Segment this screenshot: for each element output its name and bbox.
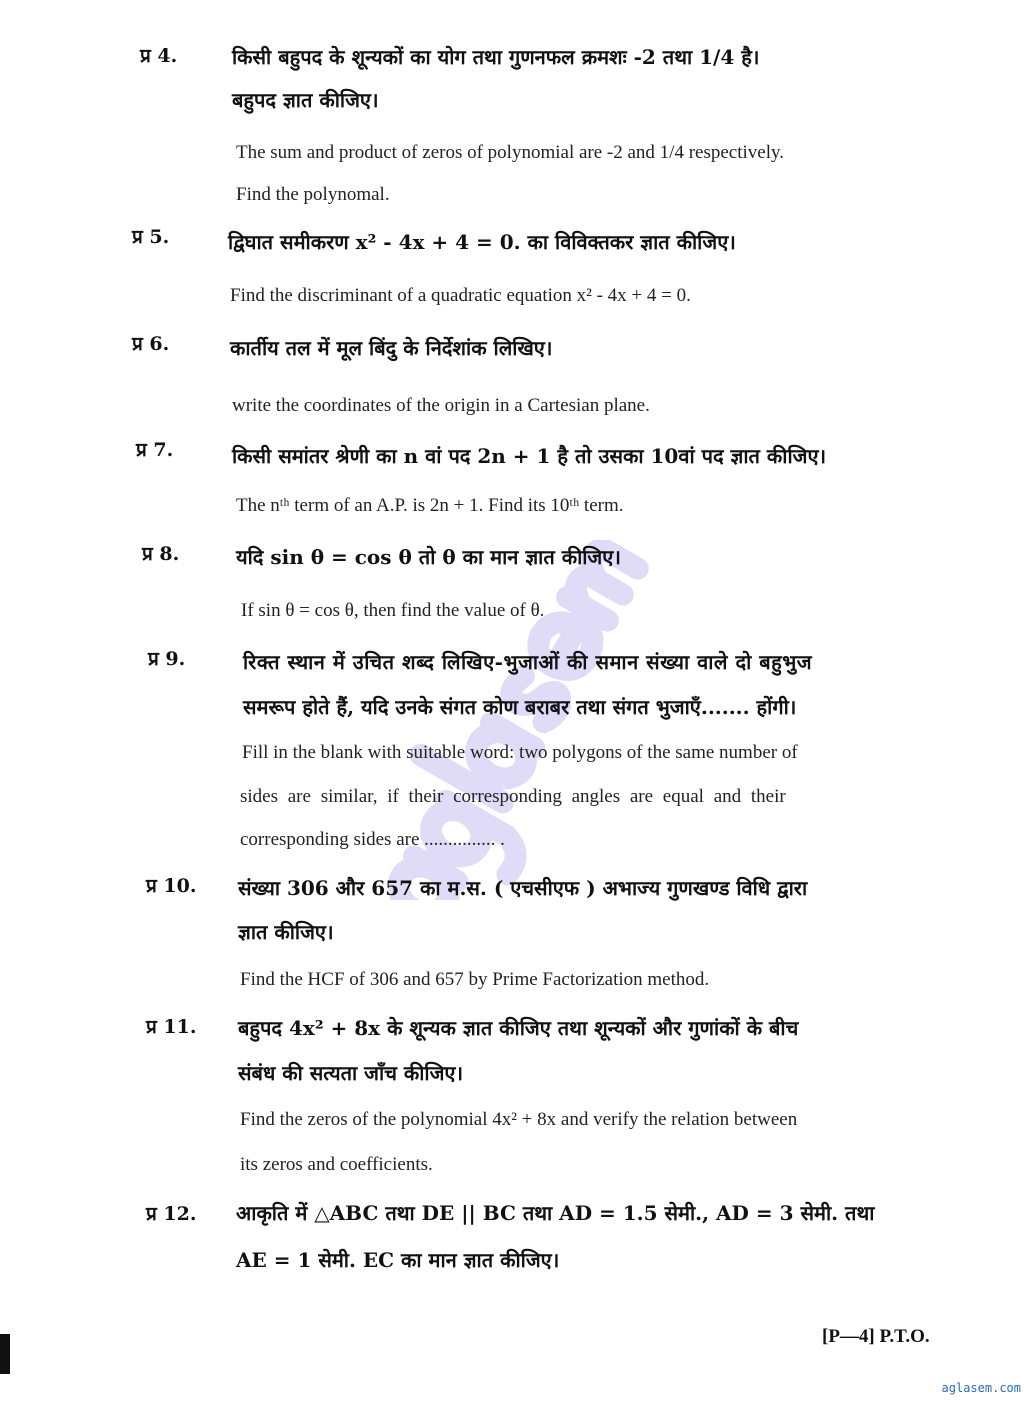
- question-text-hindi: AE = 1 सेमी. EC का मान ज्ञात कीजिए।: [236, 1248, 560, 1272]
- question-text-english: Fill in the blank with suitable word: two polygons of the same number of: [242, 742, 798, 763]
- question-text-english: Find the HCF of 306 and 657 by Prime Factorization method.: [240, 969, 710, 990]
- question-text-hindi: आकृति में △ABC तथा DE || BC तथा AD = 1.5 सेमी., AD = 3 सेमी. तथा: [236, 1201, 875, 1225]
- scan-edge-mark: [0, 1334, 10, 1374]
- question-number: प्र 6.: [132, 333, 170, 355]
- question-number: प्र 9.: [148, 648, 186, 670]
- question-text-hindi: संख्या 306 और 657 का म.स. ( एचसीएफ ) अभाज्य गुणखण्ड विधि द्वारा: [238, 876, 808, 900]
- question-text-hindi: यदि sin θ = cos θ तो θ का मान ज्ञात कीजिए।: [236, 545, 621, 569]
- question-text-hindi: कार्तीय तल में मूल बिंदु के निर्देशांक लिखिए।: [230, 336, 553, 360]
- question-text-hindi: समरूप होते हैं, यदि उनके संगत कोण बराबर तथा संगत भुजाएँ....... होंगी।: [243, 695, 797, 719]
- question-text-english: The sum and product of zeros of polynomial are -2 and 1/4 respectively.: [236, 142, 785, 163]
- question-text-english: Find the zeros of the polynomial 4x² + 8x and verify the relation between: [240, 1109, 798, 1130]
- site-url: aglasem.com: [941, 1381, 1021, 1395]
- question-text-hindi: किसी बहुपद के शून्यकों का योग तथा गुणनफल क्रमशः -2 तथा 1/4 है।: [232, 45, 760, 69]
- question-number: प्र 8.: [142, 543, 180, 565]
- question-text-english: corresponding sides are ............... .: [240, 829, 505, 850]
- question-number: प्र 5.: [132, 226, 170, 248]
- question-text-english: The nᵗʰ term of an A.P. is 2n + 1. Find its 10ᵗʰ term.: [236, 495, 624, 516]
- question-text-hindi: बहुपद ज्ञात कीजिए।: [232, 88, 379, 112]
- question-text-hindi: किसी समांतर श्रेणी का n वां पद 2n + 1 है तो उसका 10वां पद ज्ञात कीजिए।: [232, 444, 827, 468]
- question-text-hindi: द्विघात समीकरण x² - 4x + 4 = 0. का विविक्तकर ज्ञात कीजिए।: [228, 230, 736, 254]
- question-text-hindi: ज्ञात कीजिए।: [238, 920, 334, 944]
- question-text-english: Find the polynomal.: [236, 184, 390, 205]
- question-number: प्र 10.: [146, 875, 197, 897]
- question-text-hindi: बहुपद 4x² + 8x के शून्यक ज्ञात कीजिए तथा शून्यकों और गुणांकों के बीच: [238, 1016, 799, 1040]
- question-text-english: sides are similar, if their corresponding angles are equal and their: [240, 786, 786, 807]
- question-text-english: If sin θ = cos θ, then find the value of θ.: [241, 600, 545, 621]
- question-number: प्र 7.: [136, 439, 174, 461]
- question-number: प्र 12.: [146, 1203, 197, 1225]
- question-number: प्र 4.: [140, 45, 178, 67]
- page-footer: [P—4] P.T.O.: [822, 1326, 930, 1347]
- question-text-english: write the coordinates of the origin in a Cartesian plane.: [232, 395, 650, 416]
- question-text-english: its zeros and coefficients.: [240, 1154, 433, 1175]
- question-number: प्र 11.: [146, 1016, 197, 1038]
- question-text-hindi: रिक्त स्थान में उचित शब्द लिखिए-भुजाओं की समान संख्या वाले दो बहुभुज: [243, 650, 813, 674]
- question-text-english: Find the discriminant of a quadratic equation x² - 4x + 4 = 0.: [230, 285, 691, 306]
- question-text-hindi: संबंध की सत्यता जाँच कीजिए।: [238, 1061, 464, 1085]
